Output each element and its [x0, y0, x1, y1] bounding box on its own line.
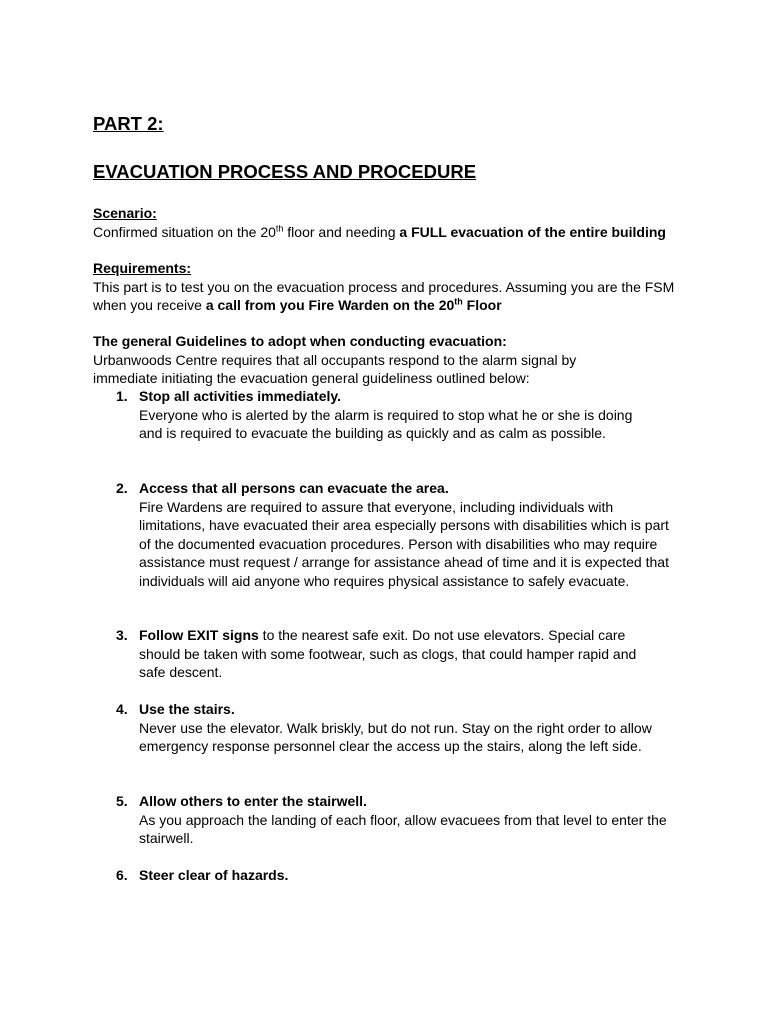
guidelines-heading: The general Guidelines to adopt when conducting evacuation: — [93, 333, 507, 349]
list-content — [139, 866, 675, 885]
list-number: 3. — [116, 627, 128, 643]
scenario-text-mid: floor and needing — [283, 223, 400, 240]
list-body-text: to the nearest safe exit. Do not use elevators. Special care should be taken with some footwear, such as clogs, that could hamper rapid and safe descent. — [139, 627, 637, 680]
list-content — [139, 626, 659, 682]
list-number: 1. — [116, 388, 128, 404]
list-number: 5. — [116, 793, 128, 809]
scenario-block — [93, 204, 675, 241]
list-title: Follow EXIT signs — [139, 627, 259, 643]
requirements-block — [93, 259, 675, 315]
list-title: Steer clear of hazards. — [139, 867, 289, 883]
list-body-text: Never use the elevator. Walk briskly, but do not run. Stay on the right order to allow emergency response personnel clear the access up the stairs, along the left side. — [139, 719, 652, 754]
section-title: EVACUATION PROCESS AND PROCEDURE — [93, 161, 477, 182]
list-title: Access that all persons can evacuate the area. — [139, 480, 449, 496]
list-body-text: Fire Wardens are required to assure that everyone, including individuals with limitations, have evacuated their area especially persons with disabilities which is part of the documented evacuation procedures. Person with disabilities who may require assistance must request / arrange for assistance ahead of time and it is expected that individuals will aid anyone who requires physical assistance to safely evacuate. — [139, 498, 669, 589]
requirements-text-bold-post: Floor — [462, 297, 502, 313]
guidelines-intro: Urbanwoods Centre requires that all occupants respond to the alarm signal by immediate initiating the evacuation general guideliness outlined below: — [93, 351, 577, 386]
requirements-text — [93, 278, 675, 315]
list-content — [139, 792, 675, 848]
list-content — [139, 700, 675, 756]
list-title: Use the stairs. — [139, 701, 235, 717]
list-title: Stop all activities immediately. — [139, 388, 342, 404]
guidelines-block — [93, 332, 675, 388]
list-content — [139, 479, 675, 590]
list-title: Allow others to enter the stairwell. — [139, 793, 367, 809]
requirements-sup: th — [454, 296, 463, 307]
scenario-label: Scenario: — [93, 205, 157, 221]
scenario-sup: th — [275, 222, 284, 233]
scenario-text-bold: a FULL evacuation of the entire building — [399, 223, 666, 240]
list-number: 4. — [116, 701, 128, 717]
scenario-text — [93, 223, 675, 242]
list-body-text: Everyone who is alerted by the alarm is required to stop what he or she is doing and is required to evacuate the building as quickly and as calm as possible. — [139, 406, 633, 441]
scenario-text-pre: Confirmed situation on the 20 — [93, 223, 276, 240]
list-number: 6. — [116, 867, 128, 883]
list-body-text: As you approach the landing of each floor, allow evacuees from that level to enter the stairwell. — [139, 811, 667, 846]
requirements-text-bold: a call from you Fire Warden on the 20 — [205, 297, 455, 313]
list-number: 2. — [116, 480, 128, 496]
requirements-label: Requirements: — [93, 260, 192, 276]
requirements-text-pre: This part is to test you on the evacuation process and procedures. Assuming you are the FSM when you receive — [93, 278, 675, 313]
list-content — [139, 387, 675, 443]
part-title: PART 2: — [93, 113, 164, 134]
